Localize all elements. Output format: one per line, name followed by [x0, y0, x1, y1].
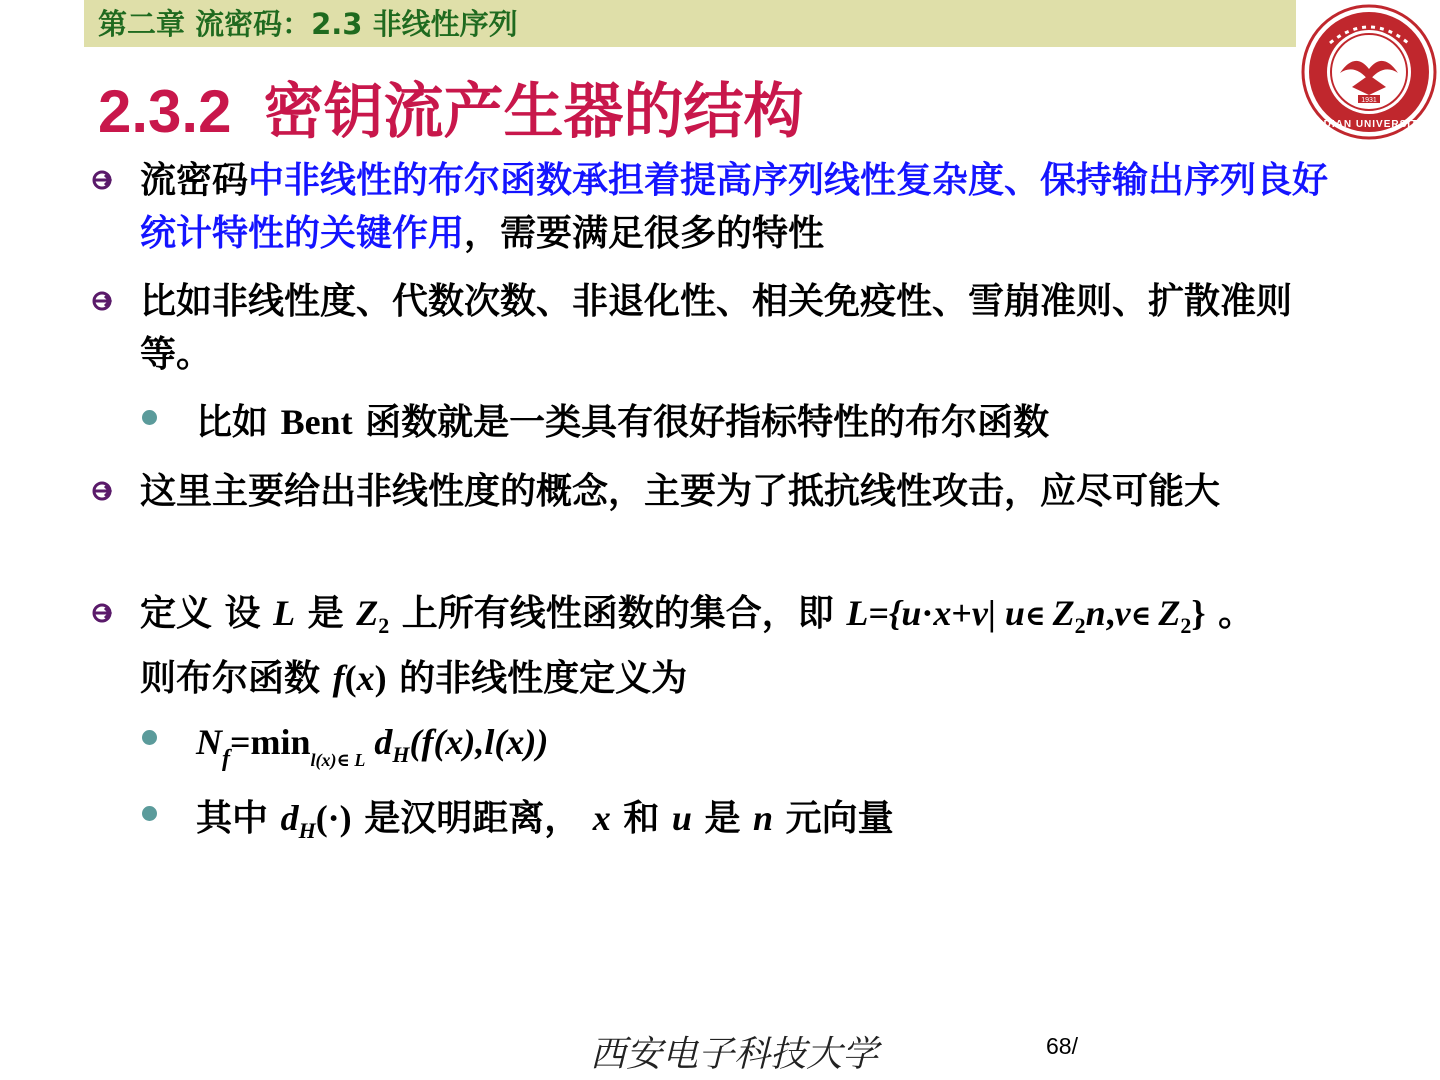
math-Z2: $Z_2$ [356, 593, 390, 638]
bullet-criteria-list [140, 275, 1355, 381]
bullet-boolean-function-role [140, 154, 1355, 260]
dot-bullet-icon [142, 730, 157, 745]
bullet-nonlinearity-purpose [140, 465, 1355, 518]
math-L: L [273, 593, 296, 633]
sub-bullet-bent: 比如 Bent 函数就是一类具有很好指标特性的布尔函数 [196, 396, 1049, 449]
math-dH: $d_H(\cdot)$ [280, 798, 352, 843]
section-number: 2.3.2 [98, 78, 232, 145]
svg-text:1931: 1931 [1361, 97, 1377, 104]
dot-bullet-icon [142, 806, 157, 821]
nonlinearity-formula: $N_f=\min_{l(x)\in L}$ $d_H(f(x),l(x))$ [196, 722, 549, 772]
bullet-tail-text: ，需要满足很多的特性 [464, 213, 825, 254]
dot-bullet-icon [142, 410, 157, 425]
arrow-bullet-icon [90, 154, 118, 207]
page-number: 68/ [1046, 1033, 1078, 1059]
svg-text:XIDIAN UNIVERSITY: XIDIAN UNIVERSITY [1312, 119, 1426, 130]
bullet-text: 这里主要给出非线性度的概念，主要为了抵抗线性攻击，应尽可能大 [140, 471, 1221, 512]
chapter-header: 第二章 流密码：2.3 非线性序列 [98, 7, 518, 41]
university-seal-icon [1300, 3, 1438, 141]
arrow-bullet-icon [90, 587, 118, 640]
svg-text:西安电子科技大学: 西安电子科技大学 [590, 1034, 879, 1075]
math-u: u [671, 798, 692, 838]
chapter-header-bar [84, 0, 1296, 47]
sub-bullet-hamming: 其中 $d_H(\cdot)$ 是汉明距离， x 和 u 是 n 元向量 [196, 792, 894, 857]
math-n: n [753, 798, 774, 838]
section-title: 密钥流产生器的结构 [263, 77, 804, 147]
slide-title [98, 64, 803, 150]
sub-bullet-formula [196, 716, 548, 787]
bullet-definition: 定义 设 L 是 $Z_2$ 上所有线性函数的集合，即 L={u·x+v| u∈ $Z_2n,v\in$ $Z_2$} 。 则布尔函数 f(x) 的非线性度定义为 [140, 587, 1355, 705]
bullet-text: 比如非线性度、代数次数、非退化性、相关免疫性、雪崩准则、扩散准则等。 [140, 281, 1293, 375]
math-fx: f(x) [332, 658, 387, 698]
university-calligraphy-logo [586, 1030, 879, 1076]
math-x: x [592, 798, 611, 838]
bullet-lead-text: 流密码 [140, 160, 249, 201]
highlight-text: 中非线性的布尔函数承担着提高序列线性复杂度、保持输出序列良好统计特性的关键作用 [140, 160, 1329, 254]
math-set-definition: L={u·x+v| u∈ $Z_2n,v\in$ $Z_2$} [846, 593, 1206, 638]
arrow-bullet-icon [90, 465, 118, 518]
arrow-bullet-icon [90, 275, 118, 328]
bent-term: Bent [280, 402, 353, 442]
